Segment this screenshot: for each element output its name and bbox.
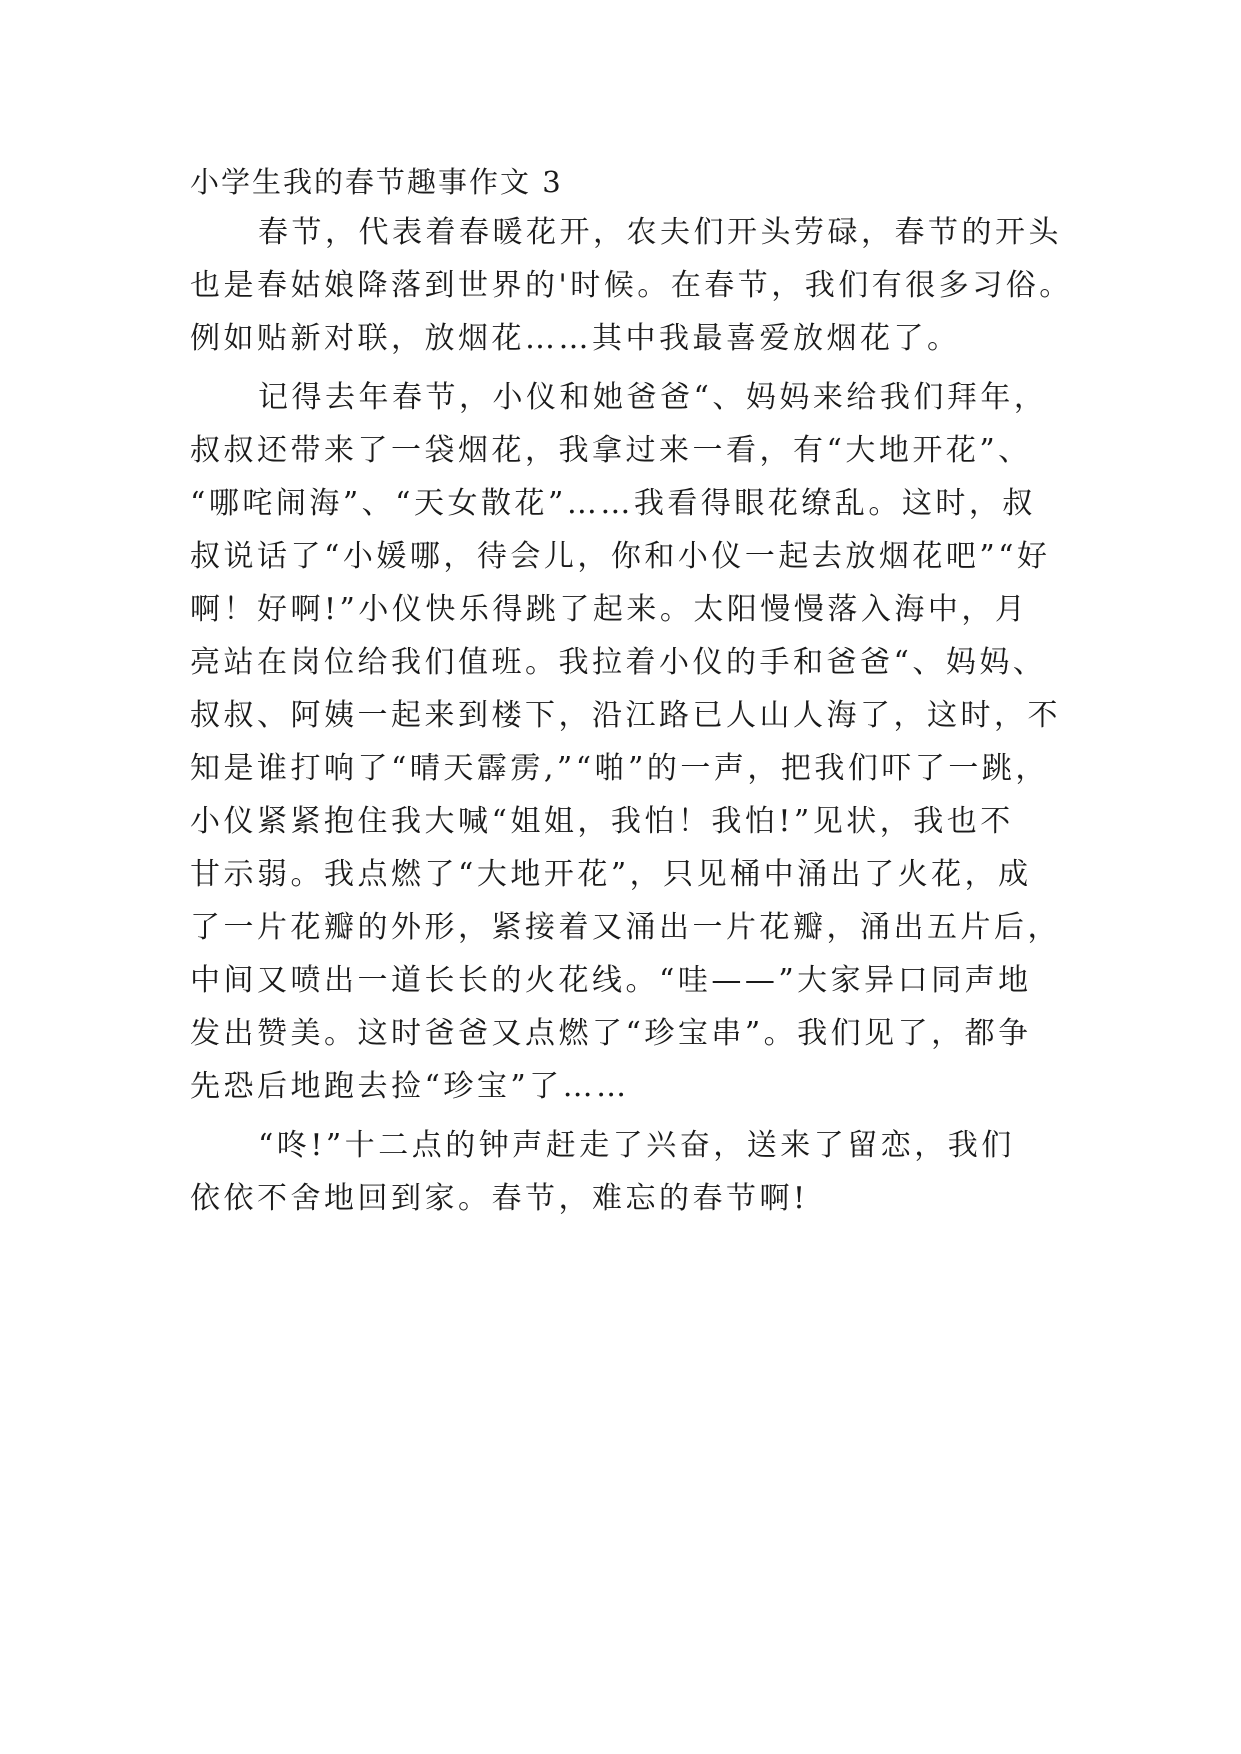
paragraph-2-line-4: 叔说话了“小媛哪，待会儿，你和小仪一起去放烟花吧”“好 [190, 539, 1051, 574]
paragraph-3-line-1: “咚!”十二点的钟声赶走了兴奋，送来了留恋，我们 [258, 1128, 1015, 1163]
paragraph-2-line-7: 叔叔、阿姨一起来到楼下，沿江路已人山人海了，这时，不 [190, 698, 1061, 733]
paragraph-3-line-2: 依依不舍地回到家。春节，难忘的春节啊! [190, 1181, 809, 1216]
paragraph-2-line-11: 了一片花瓣的外形，紧接着又涌出一片花瓣，涌出五片后， [190, 910, 1061, 945]
paragraph-2-line-8: 知是谁打响了“晴天霹雳,”“啪”的一声，把我们吓了一跳， [190, 751, 1049, 786]
document-title: 小学生我的春节趣事作文 3 [190, 165, 563, 199]
paragraph-2-line-10: 甘示弱。我点燃了“大地开花”，只见桶中涌出了火花，成 [190, 857, 1032, 892]
paragraph-1-line-1: 春节，代表着春暖花开，农夫们开头劳碌，春节的开头 [258, 215, 1062, 250]
paragraph-1-line-3: 例如贴新对联，放烟花……其中我最喜爱放烟花了。 [190, 321, 961, 356]
paragraph-1-line-2: 也是春姑娘降落到世界的'时候。在春节，我们有很多习俗。 [190, 268, 1073, 303]
paragraph-2-line-12: 中间又喷出一道长长的火花线。“哇——”大家异口同声地 [190, 963, 1032, 998]
paragraph-2-line-5: 啊！好啊!”小仪快乐得跳了起来。太阳慢慢落入海中，月 [190, 592, 1029, 627]
paragraph-2-line-3: “哪咤闹海”、“天女散花”……我看得眼花缭乱。这时，叔 [190, 486, 1036, 521]
paragraph-2-line-1: 记得去年春节，小仪和她爸爸“、妈妈来给我们拜年， [258, 380, 1048, 415]
paragraph-2-line-2: 叔叔还带来了一袋烟花，我拿过来一看，有“大地开花”、 [190, 433, 1032, 468]
paragraph-2-line-9: 小仪紧紧抱住我大喊“姐姐，我怕！我怕!”见状，我也不 [190, 804, 1014, 839]
paragraph-2-line-13: 发出赞美。这时爸爸又点燃了“珍宝串”。我们见了，都争 [190, 1016, 1032, 1051]
paragraph-2-line-6: 亮站在岗位给我们值班。我拉着小仪的手和爸爸“、妈妈、 [190, 645, 1047, 680]
paragraph-2-line-14: 先恐后地跑去捡“珍宝”了…… [190, 1069, 630, 1104]
